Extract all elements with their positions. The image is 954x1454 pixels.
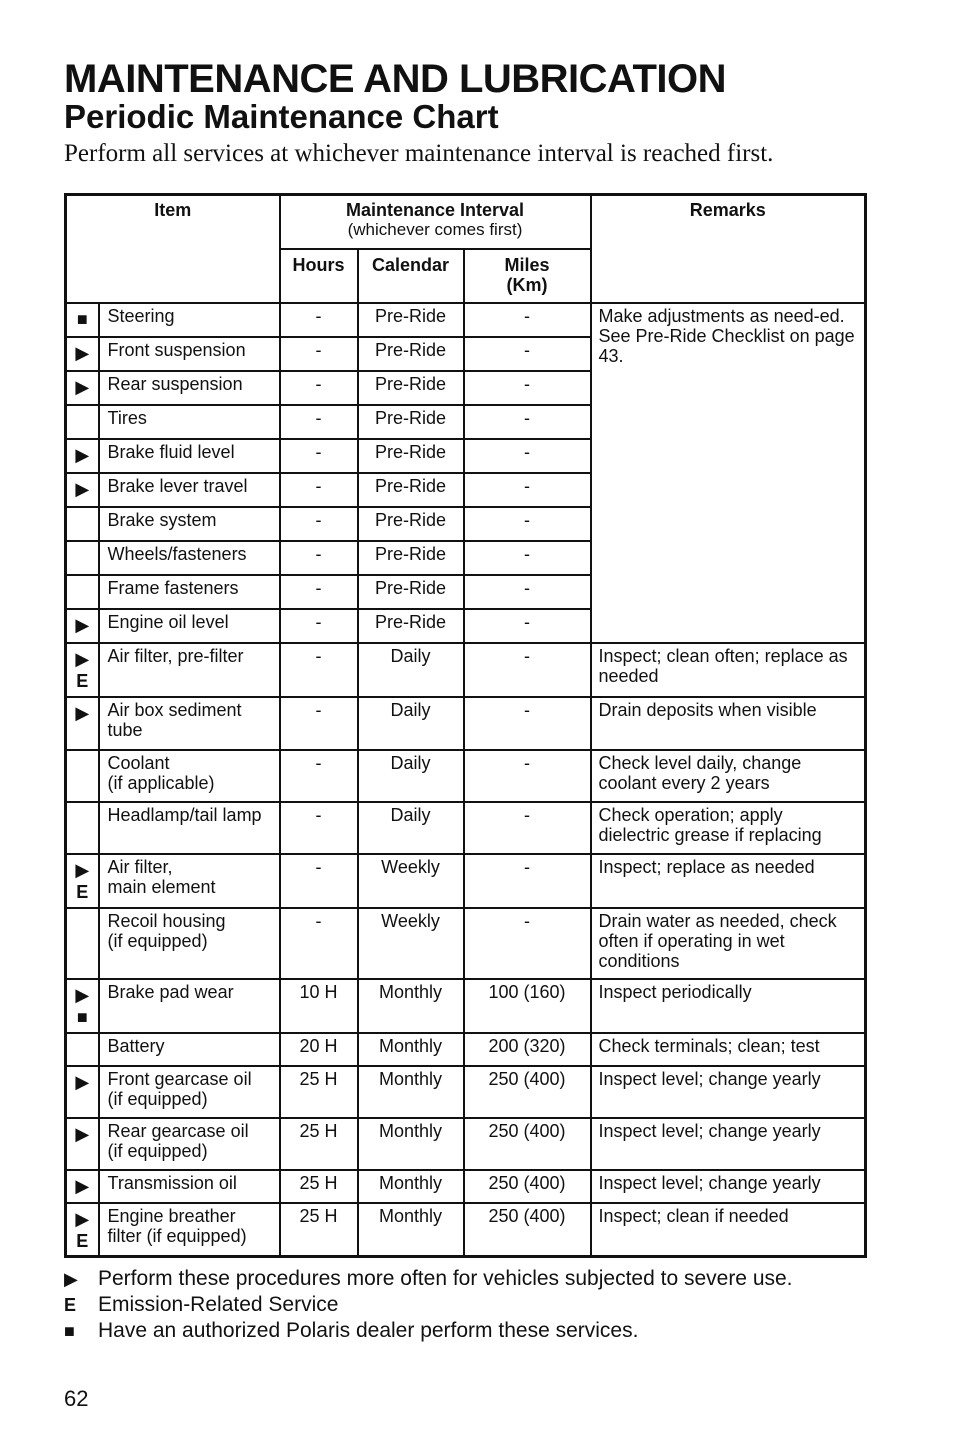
cell-hours: - (280, 697, 358, 750)
cell-item (99, 643, 280, 697)
cell-remarks-preride: Make adjustments as need-ed. See Pre-Ride Checklist on page 43. (591, 303, 866, 643)
cell-item (99, 507, 280, 541)
legend-row (64, 1292, 793, 1318)
cell-item (99, 1170, 280, 1203)
item-note: (if applicable) (107, 772, 215, 793)
cell-hours: - (280, 854, 358, 908)
cell-miles: - (464, 303, 591, 337)
cell-calendar: Daily (358, 643, 464, 697)
row-marker-symbol: ▶ (75, 342, 90, 363)
cell-miles: - (464, 405, 591, 439)
cell-hours: - (280, 541, 358, 575)
header-miles-label: Miles (504, 254, 550, 275)
row-marker (66, 1066, 99, 1118)
legend-symbol-square: ■ (64, 1321, 75, 1341)
cell-hours: - (280, 750, 358, 802)
table-row (66, 750, 866, 802)
header-km-label: (Km) (506, 274, 548, 295)
cell-calendar: Pre-Ride (358, 575, 464, 609)
cell-remarks: Inspect; clean if needed (591, 1203, 866, 1257)
cell-miles: - (464, 908, 591, 979)
table-row (66, 854, 866, 908)
cell-item (99, 1033, 280, 1066)
row-marker (66, 643, 99, 697)
cell-miles: 250 (400) (464, 1170, 591, 1203)
cell-miles: - (464, 507, 591, 541)
cell-item (99, 908, 280, 979)
legend-symbol-e: E (64, 1295, 77, 1315)
cell-hours: - (280, 337, 358, 371)
cell-miles: 250 (400) (464, 1203, 591, 1257)
cell-remarks: Drain deposits when visible (591, 697, 866, 750)
cell-item (99, 1203, 280, 1257)
item-name: Steering (107, 305, 175, 326)
table-row (66, 1203, 866, 1257)
cell-calendar: Pre-Ride (358, 371, 464, 405)
legend-row (64, 1318, 793, 1344)
item-name: Brake lever travel (107, 475, 248, 496)
cell-item (99, 750, 280, 802)
cell-calendar: Monthly (358, 1033, 464, 1066)
row-marker (66, 405, 99, 439)
table-row (66, 1033, 866, 1066)
cell-miles: - (464, 609, 591, 643)
header-hours: Hours (280, 249, 358, 303)
item-name: Rear suspension (107, 373, 243, 394)
cell-item (99, 575, 280, 609)
cell-hours: - (280, 439, 358, 473)
cell-hours: - (280, 802, 358, 854)
cell-miles: - (464, 750, 591, 802)
cell-remarks: Drain water as needed, check often if operating in wet conditions (591, 908, 866, 979)
item-name: Tires (107, 407, 147, 428)
cell-item (99, 697, 280, 750)
cell-miles: - (464, 854, 591, 908)
row-marker-symbol: E (76, 1230, 89, 1251)
item-name: Air box sediment tube (107, 699, 242, 740)
cell-calendar: Pre-Ride (358, 473, 464, 507)
table-row (66, 1170, 866, 1203)
header-miles (464, 249, 591, 303)
page-number: 62 (64, 1386, 89, 1411)
item-name: Air filter, pre-filter (107, 645, 244, 666)
header-maintenance-interval (280, 195, 591, 249)
table-row (66, 802, 866, 854)
header-item: Item (66, 195, 280, 303)
row-marker (66, 507, 99, 541)
cell-miles: - (464, 643, 591, 697)
cell-calendar: Daily (358, 802, 464, 854)
cell-calendar: Pre-Ride (358, 337, 464, 371)
row-marker (66, 1170, 99, 1203)
cell-calendar: Pre-Ride (358, 507, 464, 541)
cell-item (99, 303, 280, 337)
cell-miles: - (464, 575, 591, 609)
chart-body (66, 303, 866, 1257)
legend-symbol-arrow: ▶ (64, 1269, 78, 1289)
cell-hours: - (280, 575, 358, 609)
row-marker-symbol: ▶ (75, 859, 90, 880)
item-name: Recoil housing (107, 910, 226, 931)
cell-hours: 20 H (280, 1033, 358, 1066)
legend (64, 1266, 793, 1344)
cell-hours: - (280, 303, 358, 337)
item-name: Front gearcase oil (107, 1068, 252, 1089)
item-note: (if equipped) (107, 1140, 208, 1161)
row-marker (66, 303, 99, 337)
row-marker-symbol: ▶ (75, 1123, 90, 1144)
cell-item (99, 1118, 280, 1170)
row-marker-symbol: ▶ (75, 1071, 90, 1092)
row-marker (66, 371, 99, 405)
cell-miles: 200 (320) (464, 1033, 591, 1066)
cell-hours: - (280, 507, 358, 541)
item-name: Brake system (107, 509, 217, 530)
cell-miles: - (464, 337, 591, 371)
cell-hours: - (280, 405, 358, 439)
table-row (66, 1066, 866, 1118)
row-marker-symbol: E (76, 670, 89, 691)
maintenance-chart-table (64, 193, 867, 1258)
cell-calendar: Weekly (358, 908, 464, 979)
cell-hours: 25 H (280, 1066, 358, 1118)
cell-hours: 25 H (280, 1170, 358, 1203)
cell-calendar: Monthly (358, 1170, 464, 1203)
cell-remarks: Inspect; replace as needed (591, 854, 866, 908)
row-marker (66, 979, 99, 1033)
row-marker-symbol: ▶ (75, 376, 90, 397)
row-marker-symbol: ▶ (75, 478, 90, 499)
cell-item (99, 609, 280, 643)
cell-calendar: Pre-Ride (358, 439, 464, 473)
cell-calendar: Pre-Ride (358, 405, 464, 439)
cell-hours: 10 H (280, 979, 358, 1033)
cell-remarks: Check terminals; clean; test (591, 1033, 866, 1066)
row-marker (66, 575, 99, 609)
cell-remarks: Inspect periodically (591, 979, 866, 1033)
cell-miles: - (464, 439, 591, 473)
legend-text-emission: Emission-Related Service (98, 1293, 339, 1316)
intro-text: Perform all services at whichever maintenance interval is reached first. (64, 140, 774, 167)
item-name: Headlamp/tail lamp (107, 804, 262, 825)
row-marker (66, 697, 99, 750)
cell-calendar: Daily (358, 697, 464, 750)
legend-text-severe-use: Perform these procedures more often for vehicles subjected to severe use. (98, 1267, 793, 1290)
item-name: Engine oil level (107, 611, 229, 632)
row-marker (66, 1118, 99, 1170)
cell-hours: 25 H (280, 1118, 358, 1170)
header-calendar: Calendar (358, 249, 464, 303)
item-note: main element (107, 876, 216, 897)
legend-row (64, 1266, 793, 1292)
section-title: Periodic Maintenance Chart (64, 98, 499, 135)
cell-calendar: Monthly (358, 1203, 464, 1257)
cell-item (99, 439, 280, 473)
cell-remarks: Inspect; clean often; replace as needed (591, 643, 866, 697)
table-row (66, 979, 866, 1033)
cell-item (99, 405, 280, 439)
cell-remarks: Inspect level; change yearly (591, 1170, 866, 1203)
item-name: Wheels/fasteners (107, 543, 247, 564)
row-marker-symbol: ▶ (75, 648, 90, 669)
page-title: MAINTENANCE AND LUBRICATION (64, 57, 727, 101)
table-row (66, 908, 866, 979)
row-marker-symbol: ▶ (75, 702, 90, 723)
cell-miles: - (464, 697, 591, 750)
cell-calendar: Weekly (358, 854, 464, 908)
item-name: Brake pad wear (107, 981, 234, 1002)
cell-remarks: Check level daily, change coolant every 2 years (591, 750, 866, 802)
cell-calendar: Pre-Ride (358, 541, 464, 575)
cell-item (99, 979, 280, 1033)
row-marker (66, 1033, 99, 1066)
row-marker-symbol: ■ (76, 1006, 88, 1027)
cell-remarks: Inspect level; change yearly (591, 1066, 866, 1118)
cell-item (99, 854, 280, 908)
item-name: Front suspension (107, 339, 246, 360)
cell-item (99, 1066, 280, 1118)
legend-text-dealer: Have an authorized Polaris dealer perform these services. (98, 1319, 639, 1342)
item-name: Brake fluid level (107, 441, 235, 462)
row-marker-symbol: ▶ (75, 1175, 90, 1196)
row-marker-symbol: ■ (76, 308, 88, 329)
cell-calendar: Monthly (358, 1118, 464, 1170)
row-marker (66, 802, 99, 854)
row-marker-symbol: E (76, 881, 89, 902)
row-marker (66, 854, 99, 908)
item-name: Air filter, (107, 856, 173, 877)
cell-item (99, 802, 280, 854)
cell-calendar: Monthly (358, 1066, 464, 1118)
header-remarks: Remarks (591, 195, 866, 303)
cell-calendar: Pre-Ride (358, 303, 464, 337)
cell-miles: - (464, 473, 591, 507)
row-marker (66, 473, 99, 507)
cell-calendar: Daily (358, 750, 464, 802)
row-marker-symbol: ▶ (75, 1208, 90, 1229)
cell-item (99, 541, 280, 575)
item-note: (if equipped) (107, 930, 208, 951)
table-row (66, 1118, 866, 1170)
row-marker (66, 609, 99, 643)
row-marker-symbol: ▶ (75, 984, 90, 1005)
cell-miles: - (464, 541, 591, 575)
table-row (66, 303, 866, 337)
row-marker-symbol: ▶ (75, 614, 90, 635)
cell-calendar: Monthly (358, 979, 464, 1033)
item-name: Engine breather filter (if equipped) (107, 1205, 247, 1246)
cell-hours: - (280, 371, 358, 405)
cell-hours: - (280, 609, 358, 643)
row-marker-symbol: ▶ (75, 444, 90, 465)
row-marker (66, 908, 99, 979)
cell-hours: - (280, 473, 358, 507)
header-interval-label: Maintenance Interval (345, 200, 525, 220)
row-marker (66, 750, 99, 802)
cell-miles: - (464, 802, 591, 854)
item-note: (if equipped) (107, 1088, 208, 1109)
item-name: Battery (107, 1035, 165, 1056)
item-name: Transmission oil (107, 1172, 237, 1193)
cell-hours: 25 H (280, 1203, 358, 1257)
table-row (66, 697, 866, 750)
row-marker (66, 1203, 99, 1257)
item-name: Coolant (107, 752, 170, 773)
cell-hours: - (280, 908, 358, 979)
cell-miles: - (464, 371, 591, 405)
cell-remarks: Check operation; apply dielectric grease if replacing (591, 802, 866, 854)
item-name: Rear gearcase oil (107, 1120, 249, 1141)
cell-item (99, 371, 280, 405)
cell-remarks: Inspect level; change yearly (591, 1118, 866, 1170)
row-marker (66, 541, 99, 575)
cell-item (99, 337, 280, 371)
cell-miles: 250 (400) (464, 1066, 591, 1118)
cell-calendar: Pre-Ride (358, 609, 464, 643)
row-marker (66, 439, 99, 473)
cell-miles: 250 (400) (464, 1118, 591, 1170)
row-marker (66, 337, 99, 371)
item-name: Frame fasteners (107, 577, 239, 598)
table-row (66, 643, 866, 697)
header-interval-note: (whichever comes first) (347, 220, 523, 239)
cell-miles: 100 (160) (464, 979, 591, 1033)
cell-item (99, 473, 280, 507)
cell-hours: - (280, 643, 358, 697)
